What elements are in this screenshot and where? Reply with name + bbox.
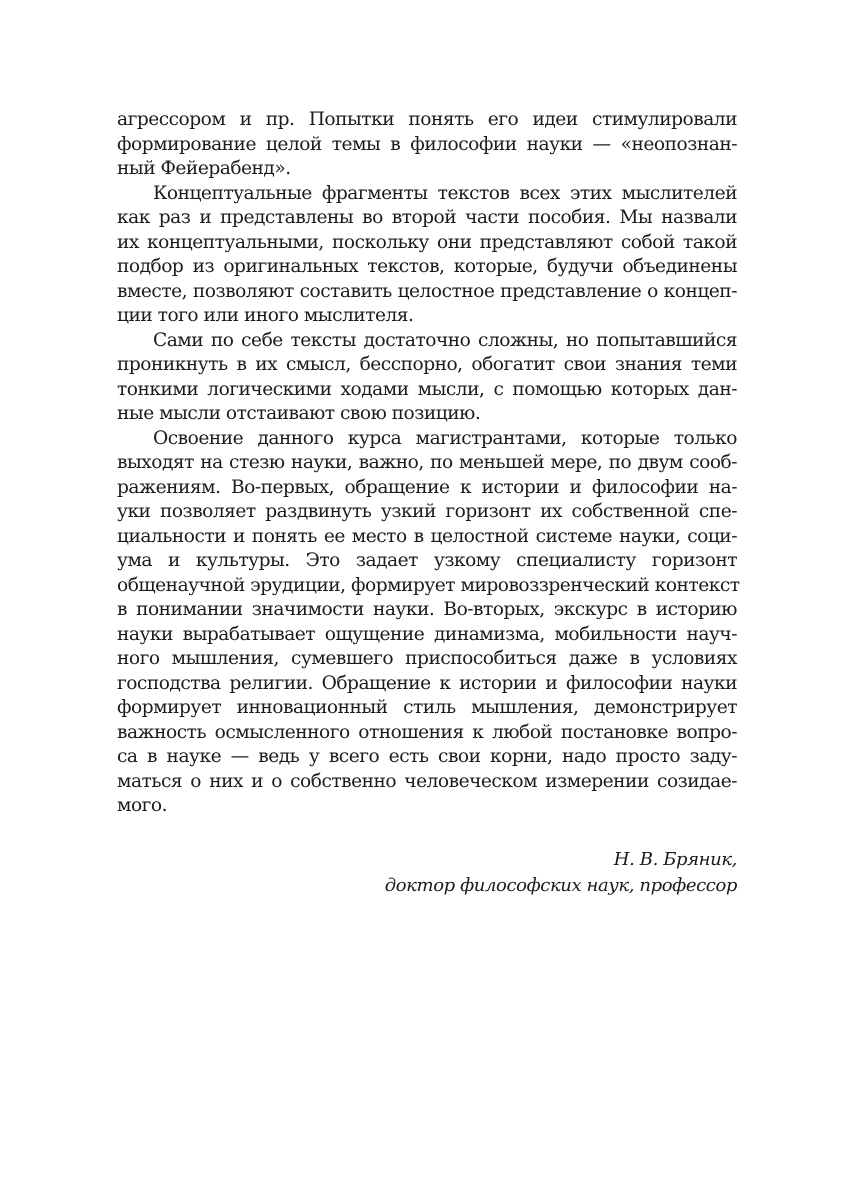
text-line: науки вырабатывает ощущение динамизма, мобильности науч- (117, 623, 737, 645)
text-line: циальности и понять ее место в целостной системе науки, соци- (117, 525, 737, 547)
text-line: ные мысли отстаивают свою позицию. (117, 403, 481, 424)
paragraph (117, 108, 737, 182)
text-line: тонкими логическими ходами мысли, с помощью которых дан- (117, 378, 737, 400)
signature-block (385, 847, 737, 899)
signature-title: доктор философских наук, профессор (384, 875, 737, 896)
text-line: подбор из оригинальных текстов, которые, будучи объединены (117, 256, 737, 277)
text-line: мого. (117, 795, 168, 816)
text-line: важность осмысленного отношения к любой постановке вопро- (117, 721, 737, 743)
text-line: формирует инновационный стиль мышления, демонстрирует (117, 697, 737, 718)
text-line: их концептуальными, поскольку они представляют собой такой (117, 231, 737, 253)
text-line: ума и культуры. Это задает узкому специалисту горизонт (117, 550, 737, 571)
text-line: в понимании значимости науки. Во-вторых, экскурс в историю (117, 599, 737, 620)
text-line: как раз и представлены во второй части пособия. Мы назвали (117, 207, 737, 228)
text-line: вместе, позволяют составить целостное представление о концеп- (117, 280, 737, 302)
text-line: проникнуть в их смысл, бесспорно, обогатит свои знания теми (117, 354, 737, 375)
text-line: агрессором и пр. Попытки понять его идеи стимулировали (117, 109, 737, 130)
paragraph (117, 329, 737, 427)
text-line: Концептуальные фрагменты текстов всех этих мыслителей (153, 182, 737, 204)
text-line: ного мышления, сумевшего приспособиться даже в условиях (117, 648, 737, 669)
text-line: уки позволяет раздвинуть узкий горизонт их собственной спе- (117, 501, 737, 522)
text-line: са в науке — ведь у всего есть свои корни, надо просто заду- (117, 746, 737, 767)
text-line: выходят на стезю науки, важно, по меньшей мере, по двум сооб- (117, 452, 737, 473)
signature-name: Н. В. Бряник, (613, 849, 737, 870)
text-line: Освоение данного курса магистрантами, которые только (153, 427, 737, 449)
text-line: ции того или иного мыслителя. (117, 305, 414, 326)
text-line: ражениям. Во-первых, обращение к истории и философии на- (117, 476, 737, 498)
body-text (117, 108, 740, 819)
paragraph (117, 427, 740, 819)
text-line: формирование целой темы в философии науки — «неопознан- (117, 133, 737, 155)
paragraph (117, 182, 737, 329)
text-line: общенаучной эрудиции, формирует мировоззренческий контекст (117, 574, 740, 596)
text-line: Сами по себе тексты достаточно сложны, но попытавшийся (153, 329, 737, 351)
text-line: ный Фейерабенд». (117, 158, 291, 179)
text-line: господства религии. Обращение к истории и философии науки (117, 672, 737, 694)
text-line: маться о них и о собственно человеческом измерении созидае- (117, 770, 737, 792)
